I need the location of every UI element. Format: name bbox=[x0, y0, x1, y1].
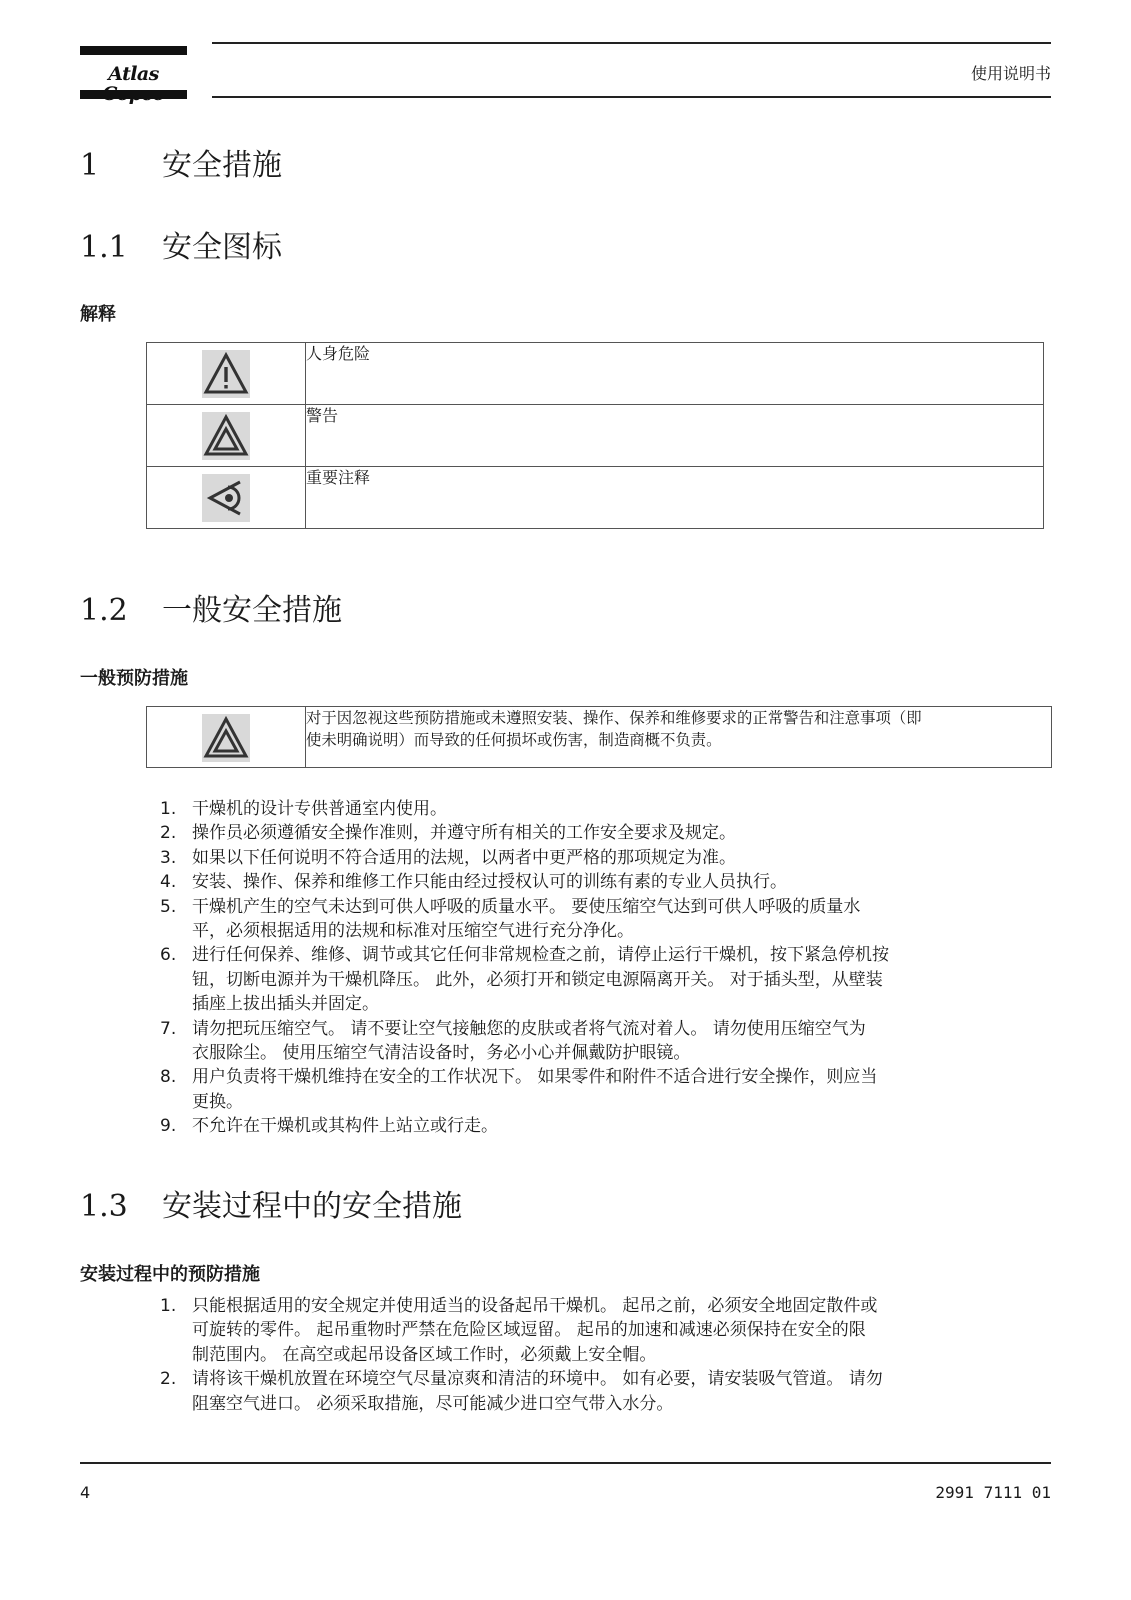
document-number: 2991 7111 01 bbox=[935, 1483, 1051, 1502]
warning-double-triangle-icon bbox=[202, 714, 250, 762]
list-item bbox=[160, 821, 1040, 845]
section-number: 1.2 bbox=[80, 593, 128, 628]
general-precautions-list bbox=[160, 797, 1040, 1139]
safety-symbols-table bbox=[146, 342, 1044, 529]
item-line: 进行任何保养、维修、调节或其它任何非常规检查之前，请停止运行干燥机，按下紧急停机按 bbox=[192, 945, 889, 966]
symbol-row bbox=[147, 405, 1044, 467]
list-item bbox=[160, 1367, 1040, 1416]
item-number: 2. bbox=[160, 823, 177, 844]
item-number: 1. bbox=[160, 1296, 177, 1316]
item-number: 6. bbox=[160, 945, 177, 966]
logo-bar-top bbox=[80, 46, 187, 55]
list-item bbox=[160, 1294, 1040, 1367]
logo-wordmark: Atlas bbox=[108, 63, 159, 85]
section-title: 安全措施 bbox=[162, 148, 282, 183]
item-line: 操作员必须遵循安全操作准则，并遵守所有相关的工作安全要求及规定。 bbox=[192, 823, 736, 844]
symbol-label: 人身危险 bbox=[306, 343, 1044, 405]
notice-text bbox=[306, 707, 1052, 768]
symbol-icon-cell bbox=[147, 467, 306, 529]
symbol-icon-cell bbox=[147, 343, 306, 405]
item-number: 9. bbox=[160, 1116, 177, 1137]
list-item bbox=[160, 1017, 1040, 1066]
item-number: 4. bbox=[160, 872, 177, 893]
section-title: 安装过程中的安全措施 bbox=[162, 1189, 462, 1224]
item-line: 更换。 bbox=[192, 1091, 243, 1112]
notice-row bbox=[147, 707, 1052, 768]
list-item bbox=[160, 895, 1040, 944]
list-item bbox=[160, 1065, 1040, 1114]
symbol-label: 警告 bbox=[306, 405, 1044, 467]
symbol-row bbox=[147, 467, 1044, 529]
header-rule-bottom bbox=[212, 96, 1051, 98]
symbol-row bbox=[147, 343, 1044, 405]
warning-double-triangle-icon bbox=[202, 412, 250, 460]
item-line: 安装、操作、保养和维修工作只能由经过授权认可的训练有素的专业人员执行。 bbox=[192, 872, 787, 893]
list-item bbox=[160, 870, 1040, 894]
header-rule-top bbox=[212, 42, 1051, 44]
installation-precautions-list bbox=[160, 1294, 1040, 1416]
list-item bbox=[160, 943, 1040, 1016]
item-line: 制范围内。 在高空或起吊设备区域工作时，必须戴上安全帽。 bbox=[192, 1344, 657, 1365]
document-title: 使用说明书 bbox=[970, 64, 1051, 83]
notice-line: 使未明确说明）而导致的任何损坏或伤害，制造商概不负责。 bbox=[306, 731, 722, 749]
section-title: 安全图标 bbox=[162, 230, 282, 265]
item-line: 请勿把玩压缩空气。 请不要让空气接触您的皮肤或者将气流对着人。 请勿使用压缩空气为 bbox=[192, 1018, 866, 1039]
subheading-installation-precautions: 安装过程中的预防措施 bbox=[80, 1264, 260, 1285]
logo-bar-bottom bbox=[80, 90, 187, 99]
item-line: 干燥机产生的空气未达到可供人呼吸的质量水平。 要使压缩空气达到可供人呼吸的质量水 bbox=[192, 896, 861, 917]
symbol-label: 重要注释 bbox=[306, 467, 1044, 529]
subheading-general-precautions: 一般预防措施 bbox=[80, 668, 188, 689]
item-line: 如果以下任何说明不符合适用的法规，以两者中更严格的那项规定为准。 bbox=[192, 847, 736, 868]
section-number: 1.1 bbox=[80, 230, 128, 265]
item-line: 请将该干燥机放置在环境空气尽量凉爽和清洁的环境中。 如有必要，请安装吸气管道。 请勿 bbox=[192, 1369, 883, 1390]
item-number: 2. bbox=[160, 1369, 177, 1390]
item-line: 只能根据适用的安全规定并使用适当的设备起吊干燥机。 起吊之前，必须安全地固定散件或 bbox=[192, 1296, 878, 1316]
item-line: 插座上拔出插头并固定。 bbox=[192, 994, 379, 1015]
page-number: 4 bbox=[80, 1483, 91, 1502]
item-number: 1. bbox=[160, 799, 177, 819]
item-number: 8. bbox=[160, 1067, 177, 1088]
item-line: 可旋转的零件。 起吊重物时严禁在危险区域逗留。 起吊的加速和减速必须保持在安全的限 bbox=[192, 1320, 866, 1341]
list-item bbox=[160, 846, 1040, 870]
item-line: 用户负责将干燥机维持在安全的工作状况下。 如果零件和附件不适合进行安全操作，则应当 bbox=[192, 1067, 878, 1088]
general-precaution-notice bbox=[146, 706, 1052, 768]
item-number: 7. bbox=[160, 1018, 177, 1039]
item-number: 3. bbox=[160, 847, 177, 868]
list-item bbox=[160, 1114, 1040, 1138]
notice-icon-cell bbox=[147, 707, 306, 768]
notice-line: 对于因忽视这些预防措施或未遵照安装、操作、保养和维修要求的正常警告和注意事项（即 bbox=[306, 709, 922, 727]
item-line: 平，必须根据适用的法规和标准对压缩空气进行充分净化。 bbox=[192, 921, 634, 942]
item-line: 钮，切断电源并为干燥机降压。 此外，必须打开和锁定电源隔离开关。 对于插头型，从壁装 bbox=[192, 969, 883, 990]
danger-exclamation-triangle-icon bbox=[202, 350, 250, 398]
item-number: 5. bbox=[160, 896, 177, 917]
item-line: 不允许在干燥机或其构件上站立或行走。 bbox=[192, 1116, 498, 1137]
footer-rule bbox=[80, 1462, 1051, 1464]
section-number: 1 bbox=[80, 148, 100, 183]
list-item bbox=[160, 797, 1040, 821]
symbol-icon-cell bbox=[147, 405, 306, 467]
atlas-copco-logo bbox=[80, 46, 187, 100]
subheading-explanation: 解释 bbox=[80, 304, 116, 325]
section-number: 1.3 bbox=[80, 1189, 128, 1224]
item-line: 衣服除尘。 使用压缩空气清洁设备时，务必小心并佩戴防护眼镜。 bbox=[192, 1043, 691, 1064]
important-note-eye-icon bbox=[202, 474, 250, 522]
item-line: 阻塞空气进口。 必须采取措施，尽可能减少进口空气带入水分。 bbox=[192, 1393, 674, 1414]
section-title: 一般安全措施 bbox=[162, 593, 342, 628]
item-line: 干燥机的设计专供普通室内使用。 bbox=[192, 799, 447, 819]
